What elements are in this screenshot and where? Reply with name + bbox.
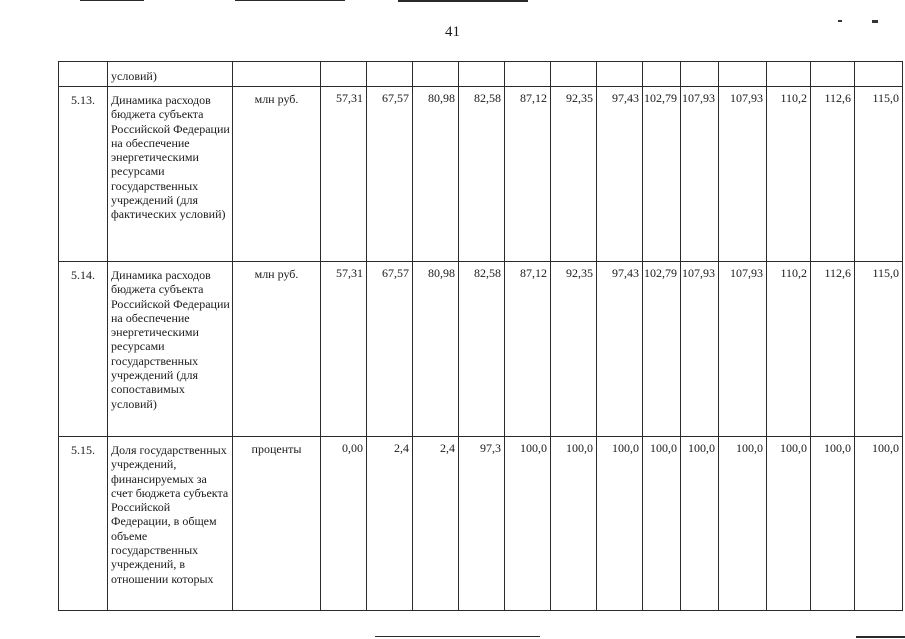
code-cell: 5.14. bbox=[59, 262, 108, 437]
value-cell bbox=[681, 62, 719, 87]
value-cell: 80,98 bbox=[413, 87, 459, 262]
unit-cell: проценты bbox=[233, 437, 321, 611]
table-row bbox=[59, 262, 903, 437]
value-cell: 92,35 bbox=[551, 262, 597, 437]
value-cell: 67,57 bbox=[367, 262, 413, 437]
value-cell: 97,43 bbox=[597, 87, 643, 262]
value-cell: 97,3 bbox=[459, 437, 505, 611]
unit-cell bbox=[233, 62, 321, 87]
value-cell: 100,0 bbox=[597, 437, 643, 611]
value-cell bbox=[597, 62, 643, 87]
code-cell: 5.13. bbox=[59, 87, 108, 262]
value-cell: 107,93 bbox=[719, 87, 767, 262]
unit-cell: млн руб. bbox=[233, 262, 321, 437]
value-cell: 100,0 bbox=[551, 437, 597, 611]
value-cell bbox=[643, 62, 681, 87]
value-cell: 107,93 bbox=[681, 87, 719, 262]
value-cell bbox=[855, 62, 903, 87]
value-cell: 97,43 bbox=[597, 262, 643, 437]
page-number: 41 bbox=[445, 24, 460, 40]
value-cell bbox=[811, 62, 855, 87]
value-cell: 115,0 bbox=[855, 87, 903, 262]
indicator-cell: условий) bbox=[108, 62, 233, 87]
value-cell bbox=[413, 62, 459, 87]
scan-artifact-mark bbox=[872, 20, 878, 23]
value-cell bbox=[505, 62, 551, 87]
value-cell: 82,58 bbox=[459, 87, 505, 262]
scan-artifact-line bbox=[856, 636, 905, 638]
value-cell: 57,31 bbox=[321, 262, 367, 437]
scan-artifact-line bbox=[80, 0, 144, 1]
value-cell: 0,00 bbox=[321, 437, 367, 611]
value-cell: 107,93 bbox=[681, 262, 719, 437]
value-cell: 112,6 bbox=[811, 87, 855, 262]
value-cell: 102,79 bbox=[643, 87, 681, 262]
value-cell: 100,0 bbox=[719, 437, 767, 611]
value-cell: 110,2 bbox=[767, 262, 811, 437]
value-cell: 67,57 bbox=[367, 87, 413, 262]
table-row bbox=[59, 437, 903, 611]
scan-artifact-line bbox=[398, 0, 528, 2]
value-cell: 80,98 bbox=[413, 262, 459, 437]
indicators-table bbox=[58, 61, 903, 611]
value-cell: 2,4 bbox=[413, 437, 459, 611]
unit-cell: млн руб. bbox=[233, 87, 321, 262]
value-cell bbox=[321, 62, 367, 87]
value-cell: 57,31 bbox=[321, 87, 367, 262]
indicator-cell: Динамика расходов бюджета субъекта Российской Федерации на обеспечение энергетическими ресурсами государственных учреждений (для фактических условий) bbox=[108, 87, 233, 262]
code-cell bbox=[59, 62, 108, 87]
scan-artifact-line bbox=[235, 0, 345, 1]
indicator-cell: Динамика расходов бюджета субъекта Российской Федерации на обеспечение энергетическими ресурсами государственных учреждений (для сопоставимых условий) bbox=[108, 262, 233, 437]
value-cell bbox=[367, 62, 413, 87]
value-cell: 102,79 bbox=[643, 262, 681, 437]
value-cell: 110,2 bbox=[767, 87, 811, 262]
value-cell: 82,58 bbox=[459, 262, 505, 437]
indicator-cell: Доля государственных учреждений, финансируемых за счет бюджета субъекта Российской Федерации, в общем объеме государственных учреждений, в отношении которых bbox=[108, 437, 233, 611]
value-cell: 100,0 bbox=[643, 437, 681, 611]
value-cell: 2,4 bbox=[367, 437, 413, 611]
value-cell: 115,0 bbox=[855, 262, 903, 437]
value-cell: 100,0 bbox=[505, 437, 551, 611]
value-cell: 100,0 bbox=[681, 437, 719, 611]
code-cell: 5.15. bbox=[59, 437, 108, 611]
value-cell: 100,0 bbox=[767, 437, 811, 611]
value-cell bbox=[459, 62, 505, 87]
value-cell: 100,0 bbox=[855, 437, 903, 611]
value-cell bbox=[719, 62, 767, 87]
table-row bbox=[59, 87, 903, 262]
value-cell: 107,93 bbox=[719, 262, 767, 437]
value-cell: 112,6 bbox=[811, 262, 855, 437]
value-cell: 100,0 bbox=[811, 437, 855, 611]
value-cell: 87,12 bbox=[505, 262, 551, 437]
value-cell bbox=[767, 62, 811, 87]
value-cell: 92,35 bbox=[551, 87, 597, 262]
scan-artifact-line bbox=[375, 636, 540, 637]
scan-artifact-mark bbox=[838, 20, 842, 22]
table-row bbox=[59, 62, 903, 87]
value-cell: 87,12 bbox=[505, 87, 551, 262]
value-cell bbox=[551, 62, 597, 87]
